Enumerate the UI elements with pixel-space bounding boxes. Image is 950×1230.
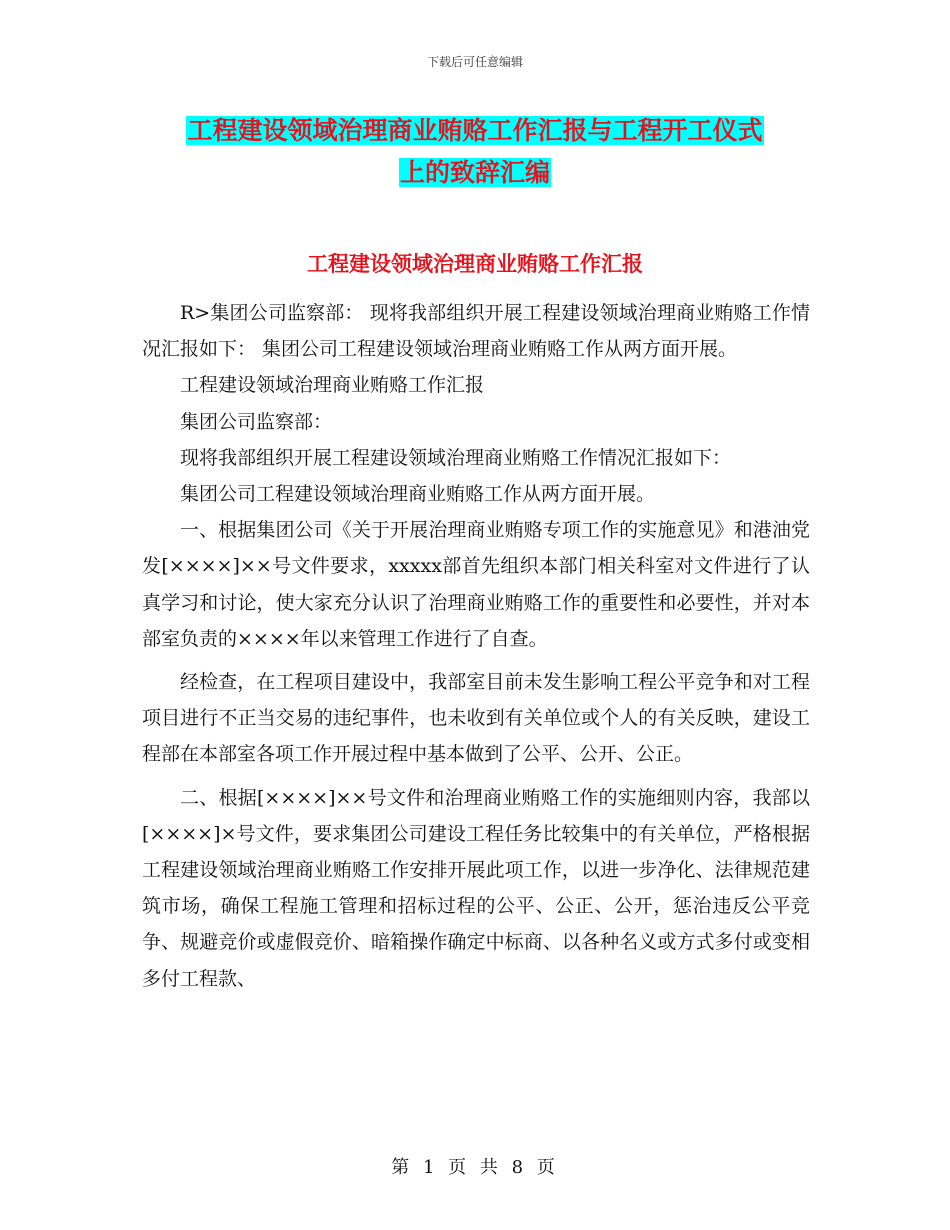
- paragraph: 现将我部组织开展工程建设领域治理商业贿赂工作情况汇报如下：: [180, 446, 732, 469]
- document-title: [0, 110, 950, 194]
- section-title: 工程建设领域治理商业贿赂工作汇报: [307, 252, 643, 276]
- paragraph: 一、根据集团公司《关于开展治理商业贿赂专项工作的实施意见》和港油党发[××××]××号文件要求，xxxxx部首先组织本部门相关科室对文件进行了认真学习和讨论，使大家充分认识了治理商业贿赂工作的重要性和必要性，并对本部室负责的××××年以来管理工作进行了自查。: [142, 519, 810, 650]
- paragraph: 工程建设领域治理商业贿赂工作汇报: [180, 374, 485, 397]
- header-note: 下载后可任意编辑: [426, 55, 523, 69]
- document-title-line-2: 上的致辞汇编: [399, 158, 550, 187]
- body-text: [142, 295, 810, 997]
- paragraph: R>集团公司监察部： 现将我部组织开展工程建设领域治理商业贿赂工作情况汇报如下： 集团公司工程建设领域治理商业贿赂工作从两方面开展。: [142, 302, 810, 361]
- paragraph: 集团公司工程建设领域治理商业贿赂工作从两方面开展。: [180, 483, 656, 506]
- paragraph: 二、根据[××××]××号文件和治理商业贿赂工作的实施细则内容，我部以[××××]×号文件，要求集团公司建设工程任务比较集中的有关单位，严格根据工程建设领域治理商业贿赂工作安排开展此项工作，以进一步净化、法律规范建筑市场，确保工程施工管理和招标过程的公平、公正、公开，惩治违反公平竞争、规避竞价或虚假竞价、暗箱操作确定中标商、以各种名义或方式多付或变相多付工程款、: [142, 786, 810, 990]
- page-number: 第 1 页 共 8 页: [391, 1157, 559, 1178]
- paragraph: 集团公司监察部：: [180, 410, 333, 433]
- paragraph: 经检查，在工程项目建设中，我部室目前未发生影响工程公平竞争和对工程项目进行不正当交易的违纪事件，也未收到有关单位或个人的有关反映，建设工程部在本部室各项工作开展过程中基本做到了公平、公开、公正。: [142, 671, 810, 766]
- document-title-line-1: 工程建设领域治理商业贿赂工作汇报与工程开工仪式: [187, 116, 763, 145]
